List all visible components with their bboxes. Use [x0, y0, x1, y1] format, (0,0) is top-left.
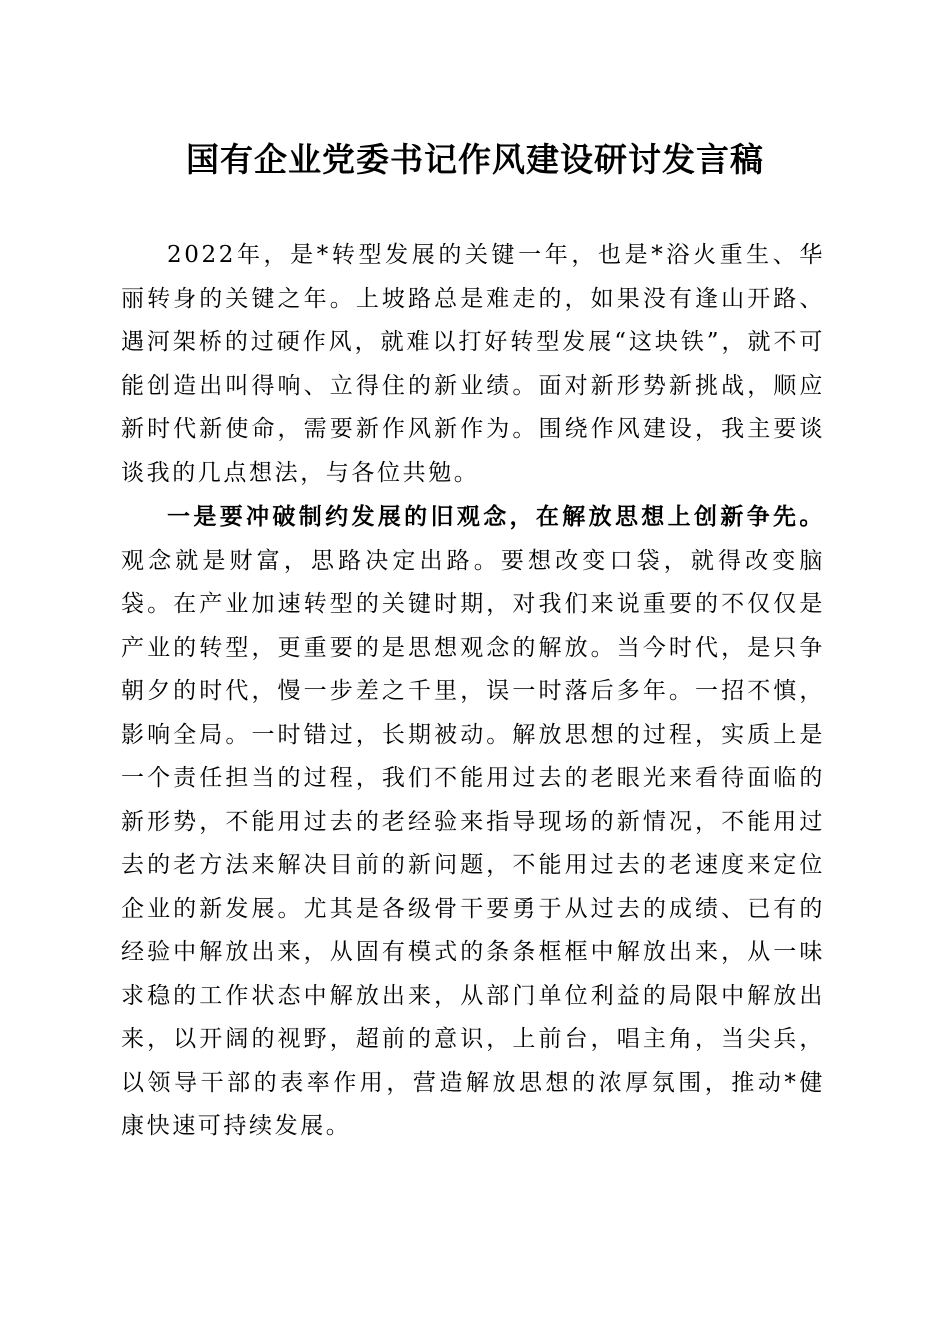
document-body	[121, 234, 825, 1149]
paragraph-point-one-lead: 一是要冲破制约发展的旧观念，在解放思想上创新争先。	[167, 503, 825, 530]
paragraph-point-one	[121, 495, 825, 1149]
paragraph-point-one-text: 观念就是财富，思路决定出路。要想改变口袋，就得改变脑袋。在产业加速转型的关键时期，对我们来说重要的不仅仅是产业的转型，更重要的是思想观念的解放。当今时代，是只争朝夕的时代，慢一步差之千里，误一时落后多年。一招不慎，影响全局。一时错过，长期被动。解放思想的过程，实质上是一个责任担当的过程，我们不能用过去的老眼光来看待面临的新形势，不能用过去的老经验来指导现场的新情况，不能用过去的老方法来解决目前的新问题，不能用过去的老速度来定位企业的新发展。尤其是各级骨干要勇于从过去的成绩、已有的经验中解放出来，从固有模式的条条框框中解放出来，从一味求稳的工作状态中解放出来，从部门单位利益的局限中解放出来，以开阔的视野，超前的意识，上前台，唱主角，当尖兵，以领导干部的表率作用，营造解放思想的浓厚氛围，推动*健康快速可持续发展。	[121, 547, 825, 1139]
paragraph-intro	[121, 234, 825, 495]
paragraph-intro-text: 2022年，是*转型发展的关键一年，也是*浴火重生、华丽转身的关键之年。上坡路总是难走的，如果没有逢山开路、遇河架桥的过硬作风，就难以打好转型发展“这块铁”，就不可能创造出叫得响、立得住的新业绩。面对新形势新挑战，顺应新时代新使命，需要新作风新作为。围绕作风建设，我主要谈谈我的几点想法，与各位共勉。	[121, 242, 825, 486]
document-title: 国有企业党委书记作风建设研讨发言稿	[186, 140, 764, 179]
